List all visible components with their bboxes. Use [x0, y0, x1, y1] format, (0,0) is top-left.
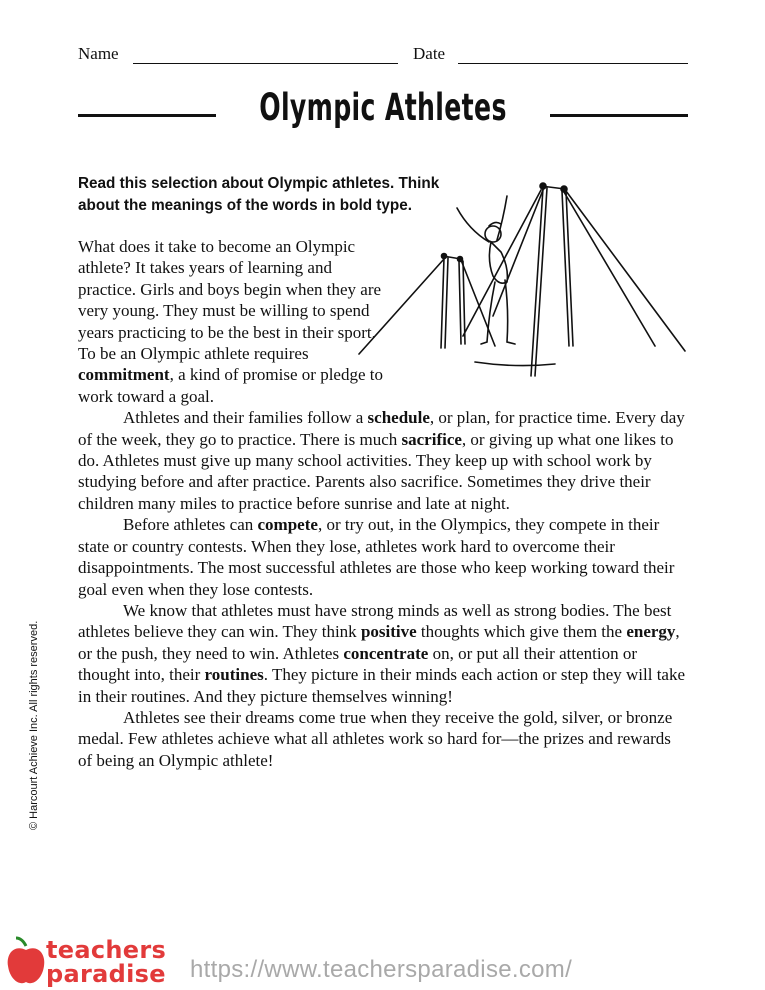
date-blank-line[interactable] — [458, 63, 688, 64]
website-url[interactable]: https://www.teachersparadise.com/ — [190, 956, 573, 983]
paragraph — [78, 600, 688, 707]
vocabulary-word: routines — [204, 665, 264, 685]
paragraph — [78, 236, 688, 407]
paragraph — [78, 514, 688, 600]
worksheet-header — [78, 44, 688, 66]
title-right-rule — [550, 114, 688, 117]
teachers-paradise-logo — [6, 936, 166, 988]
name-label: Name — [78, 44, 119, 63]
passage-text: , a kind of promise or pledge to work toward a goal. — [78, 365, 383, 406]
vocabulary-word: schedule — [367, 408, 430, 428]
passage-text: on, or put all their attention or thought into, their — [78, 643, 637, 685]
vocabulary-word: concentrate — [343, 643, 429, 663]
instruction-text: Read this selection about Olympic athletes. Think about the meanings of the words in bold type. — [78, 175, 440, 214]
copyright-notice: © Harcourt Achieve Inc. All rights reserved. — [28, 620, 40, 830]
passage-text: , or try out, in the Olympics, they compete in their state or country contests. When they lose, athletes work hard to overcome their disappointments. The most successful athletes are those who keep working toward their goal even when they lose contests. — [78, 515, 675, 599]
apple-icon — [6, 936, 46, 986]
vocabulary-word: sacrifice — [401, 429, 462, 449]
passage-text: Before athletes can — [123, 515, 258, 535]
name-blank-line[interactable] — [133, 63, 398, 64]
passage-text: . They picture in their minds each action or step they will take in their routines. And they picture themselves winning! — [78, 665, 686, 706]
passage-text: Athletes see their dreams come true when they receive the gold, silver, or bronze medal. Few athletes achieve what all athletes work so hard for—the prizes and rewards of being an Olympic athlete! — [78, 707, 673, 770]
passage-text: thoughts which give them the — [416, 622, 627, 642]
page-title: Olympic Athletes — [259, 86, 507, 129]
passage-text: Athletes and their families follow a — [123, 408, 368, 428]
passage-text: , or giving up what one likes to do. Athletes must give up many school activities. They keep up with school work by studying before and after practice. Parents also sacrifice. Sometimes they drive their children many miles to practice before sunrise and late at night. — [78, 429, 674, 513]
vocabulary-word: positive — [360, 622, 417, 642]
vocabulary-word: compete — [257, 515, 318, 535]
vocabulary-word: commitment — [78, 365, 170, 385]
illustration-wrap-space — [388, 236, 688, 406]
paragraph — [78, 707, 688, 771]
paragraph — [78, 407, 688, 514]
logo-word-teachers: teachers — [46, 936, 167, 964]
title-row — [78, 84, 688, 140]
reading-passage — [78, 236, 688, 771]
passage-text: , or the push, they need to win. Athletes — [78, 622, 680, 663]
vocabulary-word: energy — [626, 622, 676, 642]
passage-text: What does it take to become an Olympic athlete? It takes years of learning and practice. Girls and boys begin when they are very young. They must be willing to spend years practicing to be the best in their sport. To be an Olympic athlete requires — [78, 237, 382, 364]
passage-text: , or plan, for practice time. Every day of the week, they go to practice. There is much — [78, 408, 685, 449]
passage-text: We know that athletes must have strong minds as well as strong bodies. The best athletes believe they can win. They think — [78, 600, 672, 642]
logo-word-paradise: paradise — [46, 960, 166, 988]
date-label: Date — [413, 44, 446, 63]
